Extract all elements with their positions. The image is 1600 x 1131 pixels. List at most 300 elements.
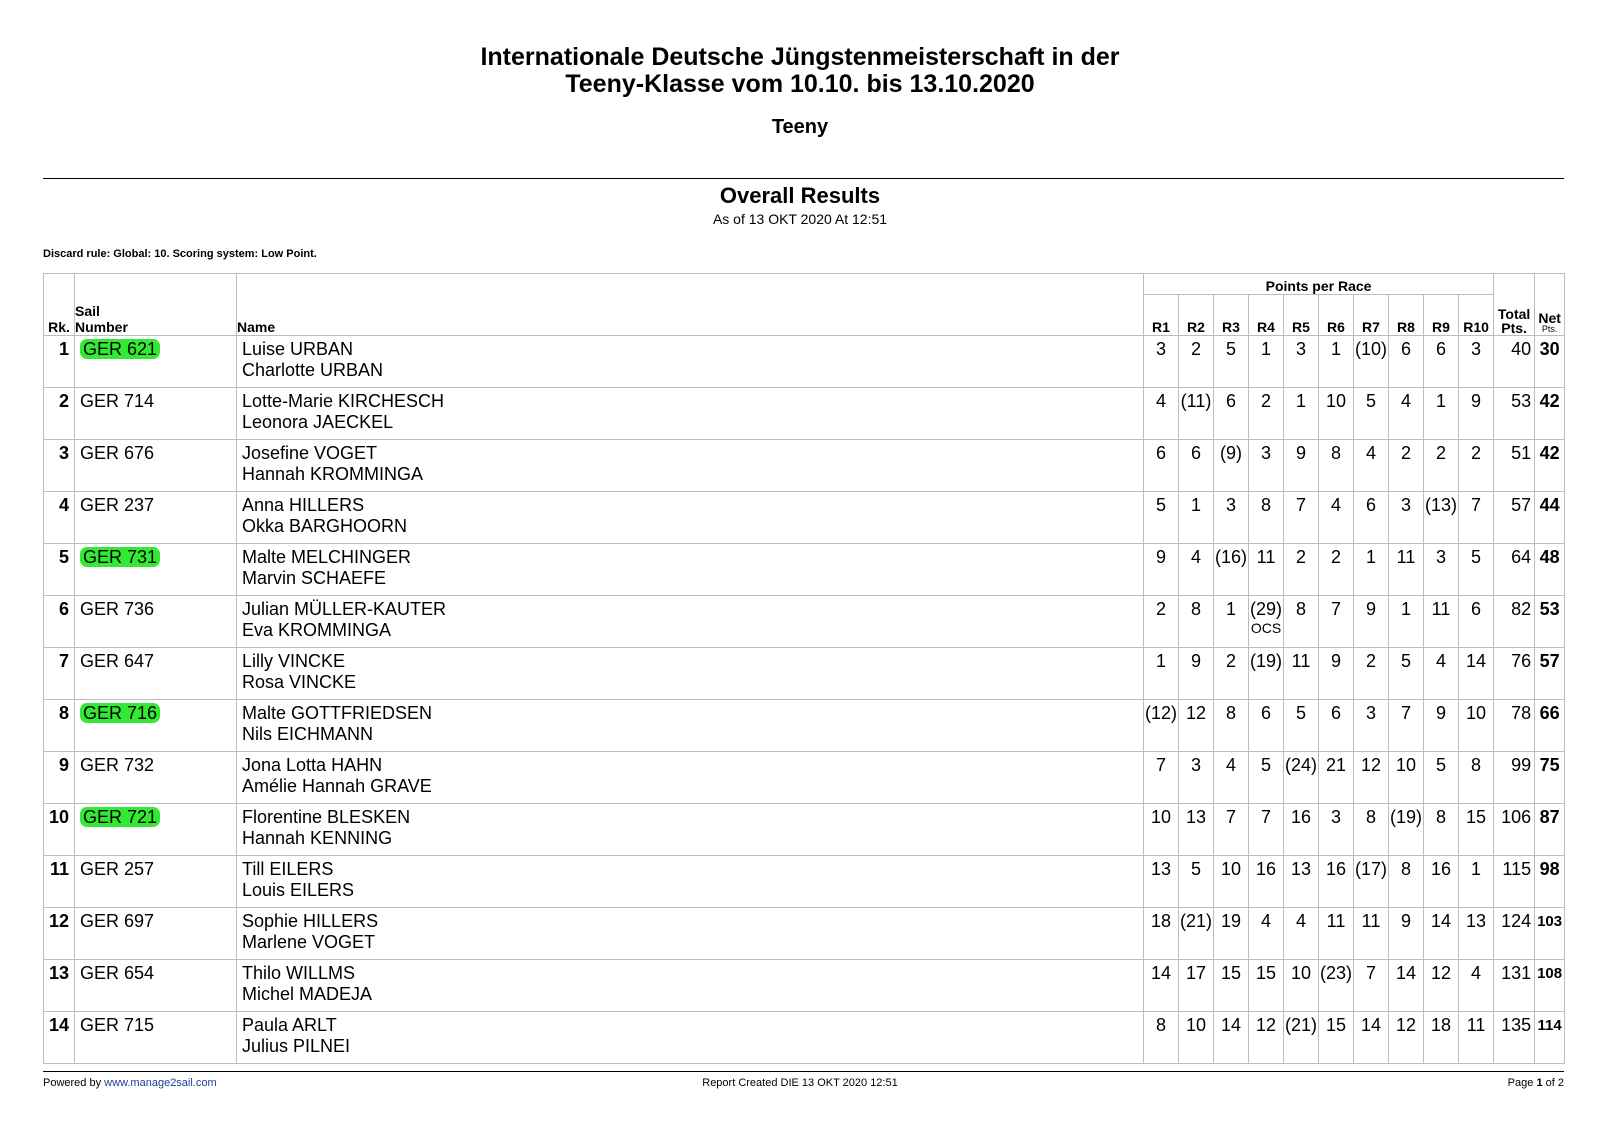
name-header: Name <box>237 274 1144 336</box>
results-table <box>43 273 1565 1064</box>
race-points-cell <box>1424 1012 1459 1064</box>
race-points-cell <box>1249 336 1284 388</box>
race-points: 6 <box>1190 443 1201 463</box>
race-points-cell <box>1389 440 1424 492</box>
race-points-cell <box>1319 544 1354 596</box>
race-points: 7 <box>1471 495 1482 515</box>
race-points-cell <box>1144 752 1179 804</box>
sail-number-cell <box>75 908 237 960</box>
net-points-cell: 48 <box>1535 544 1565 596</box>
crew-names-cell <box>237 336 1144 388</box>
race-header-r7: R7 <box>1354 295 1389 336</box>
race-points: 10 <box>1220 859 1242 879</box>
race-points-cell <box>1319 596 1354 648</box>
race-points-cell <box>1284 596 1319 648</box>
title-line-1: Internationale Deutsche Jüngstenmeisterschaft in der <box>480 43 1120 71</box>
race-points-cell <box>1389 752 1424 804</box>
race-points: 10 <box>1325 391 1347 411</box>
race-points: 4 <box>1190 547 1201 567</box>
race-points-cell <box>1284 700 1319 752</box>
race-points-cell <box>1284 388 1319 440</box>
race-points: 10 <box>1150 807 1172 827</box>
document-title <box>0 44 1600 98</box>
race-points-cell <box>1179 596 1214 648</box>
table-row <box>44 1012 1565 1064</box>
race-points-cell <box>1179 492 1214 544</box>
total-points-cell: 51 <box>1494 440 1535 492</box>
race-points-cell <box>1179 336 1214 388</box>
race-points: 13 <box>1185 807 1207 827</box>
race-points: 4 <box>1330 495 1341 515</box>
total-points-cell: 82 <box>1494 596 1535 648</box>
sail-number-cell <box>75 752 237 804</box>
class-name: Teeny <box>771 116 829 138</box>
crew-name: Julius PILNEI <box>242 1036 351 1056</box>
race-points-cell <box>1144 596 1179 648</box>
race-points-cell <box>1214 336 1249 388</box>
race-points: 21 <box>1325 755 1347 775</box>
race-points: 8 <box>1155 1015 1166 1035</box>
race-points-cell <box>1459 596 1494 648</box>
title-line-2: Teeny-Klasse vom 10.10. bis 13.10.2020 <box>565 70 1035 98</box>
race-points-cell <box>1214 440 1249 492</box>
sail-number-cell <box>75 648 237 700</box>
race-points: (9) <box>1220 443 1242 463</box>
race-points: 5 <box>1365 391 1376 411</box>
race-points: 2 <box>1190 339 1201 359</box>
race-points: 6 <box>1225 391 1236 411</box>
race-points: 3 <box>1155 339 1166 359</box>
race-points: (11) <box>1180 391 1212 411</box>
race-points-cell <box>1144 336 1179 388</box>
race-points: 3 <box>1471 339 1482 359</box>
rank-cell: 7 <box>44 648 75 700</box>
race-points: 11 <box>1256 547 1276 567</box>
race-points-cell <box>1249 1012 1284 1064</box>
race-points: 5 <box>1295 703 1306 723</box>
race-points: (23) <box>1319 963 1352 983</box>
race-points: 11 <box>1291 651 1311 671</box>
race-points: 12 <box>1185 703 1207 723</box>
sail-number: GER 697 <box>80 911 155 931</box>
race-points-cell <box>1389 908 1424 960</box>
race-points-cell <box>1424 336 1459 388</box>
sail-number-cell <box>75 700 237 752</box>
rank-cell: 13 <box>44 960 75 1012</box>
race-header-r3: R3 <box>1214 295 1249 336</box>
race-points-cell <box>1249 440 1284 492</box>
rank-cell: 3 <box>44 440 75 492</box>
sail-number: GER 732 <box>80 755 155 775</box>
race-points: 4 <box>1225 755 1236 775</box>
points-per-race-header: Points per Race <box>1144 274 1494 295</box>
race-points: 11 <box>1431 599 1451 619</box>
net-points-cell: 53 <box>1535 596 1565 648</box>
race-points-cell <box>1319 960 1354 1012</box>
race-points: 4 <box>1295 911 1306 931</box>
race-points: 3 <box>1330 807 1341 827</box>
race-points: 5 <box>1225 339 1236 359</box>
race-points: 8 <box>1365 807 1376 827</box>
race-points-cell <box>1424 440 1459 492</box>
race-points: 10 <box>1395 755 1417 775</box>
crew-names-cell <box>237 752 1144 804</box>
race-points: 6 <box>1471 599 1482 619</box>
race-points: 2 <box>1295 547 1306 567</box>
page-label: Page <box>1507 1077 1534 1089</box>
crew-names-cell <box>237 1012 1144 1064</box>
net-points-header <box>1535 274 1565 336</box>
race-points: 4 <box>1260 911 1271 931</box>
crew-names-cell <box>237 440 1144 492</box>
race-points-cell <box>1284 960 1319 1012</box>
race-points: 4 <box>1155 391 1166 411</box>
race-points-cell <box>1144 544 1179 596</box>
table-row <box>44 544 1565 596</box>
total-header-line-2: Pts. <box>1501 320 1527 336</box>
race-points: 12 <box>1395 1015 1417 1035</box>
race-points: 10 <box>1290 963 1312 983</box>
race-points: 6 <box>1155 443 1166 463</box>
sail-header-line-1: Sail <box>75 303 100 319</box>
race-points-cell <box>1459 1012 1494 1064</box>
total-points-cell: 53 <box>1494 388 1535 440</box>
sail-number-cell <box>75 856 237 908</box>
race-points: 14 <box>1220 1015 1242 1035</box>
race-points: 14 <box>1360 1015 1382 1035</box>
race-points: 12 <box>1360 755 1382 775</box>
race-points-cell <box>1284 908 1319 960</box>
net-points-cell: 30 <box>1535 336 1565 388</box>
total-points-cell: 78 <box>1494 700 1535 752</box>
race-points: 11 <box>1466 1015 1486 1035</box>
race-points-cell <box>1389 1012 1424 1064</box>
net-points-cell: 42 <box>1535 440 1565 492</box>
rank-cell: 10 <box>44 804 75 856</box>
race-points-cell <box>1179 752 1214 804</box>
highlighted-sail-number: GER 721 <box>80 807 160 827</box>
race-header-r10: R10 <box>1459 295 1494 336</box>
race-points-cell <box>1319 648 1354 700</box>
race-points: (21) <box>1179 911 1212 931</box>
race-points-cell <box>1319 492 1354 544</box>
race-points-cell <box>1319 388 1354 440</box>
race-points: 7 <box>1365 963 1376 983</box>
race-points-cell <box>1214 700 1249 752</box>
race-points: 16 <box>1325 859 1347 879</box>
race-points: 13 <box>1290 859 1312 879</box>
race-points: 3 <box>1260 443 1271 463</box>
race-points: 5 <box>1190 859 1201 879</box>
race-points-cell <box>1319 336 1354 388</box>
crew-names-cell <box>237 804 1144 856</box>
sail-number-cell <box>75 492 237 544</box>
race-points-cell <box>1354 960 1389 1012</box>
race-points: 14 <box>1395 963 1417 983</box>
race-points: 8 <box>1435 807 1446 827</box>
net-points-cell: 103 <box>1535 908 1565 960</box>
crew-name: Okka BARGHOORN <box>242 516 408 536</box>
race-points-cell <box>1249 856 1284 908</box>
race-points: 9 <box>1190 651 1201 671</box>
helm-name: Jona Lotta HAHN <box>242 755 383 775</box>
footer-divider <box>43 1071 1564 1072</box>
race-points-cell <box>1284 752 1319 804</box>
race-points: (19) <box>1249 651 1282 671</box>
race-points: 18 <box>1430 1015 1452 1035</box>
helm-name: Florentine BLESKEN <box>242 807 411 827</box>
helm-name: Josefine VOGET <box>242 443 378 463</box>
crew-names-cell <box>237 492 1144 544</box>
rank-cell: 5 <box>44 544 75 596</box>
race-points: 7 <box>1330 599 1341 619</box>
race-points-cell <box>1424 648 1459 700</box>
race-points: 12 <box>1255 1015 1277 1035</box>
table-row <box>44 700 1565 752</box>
total-points-cell: 124 <box>1494 908 1535 960</box>
total-points-cell: 131 <box>1494 960 1535 1012</box>
race-points: 2 <box>1225 651 1236 671</box>
race-points: 1 <box>1435 391 1446 411</box>
total-points-cell: 115 <box>1494 856 1535 908</box>
race-points-cell <box>1319 700 1354 752</box>
race-points-cell <box>1179 804 1214 856</box>
race-points-cell <box>1459 908 1494 960</box>
race-points-cell <box>1319 856 1354 908</box>
penalty-code: OCS <box>1250 620 1282 636</box>
race-points: 8 <box>1295 599 1306 619</box>
race-points: 9 <box>1295 443 1306 463</box>
race-points: 3 <box>1225 495 1236 515</box>
manage2sail-link[interactable]: www.manage2sail.com <box>104 1077 217 1089</box>
page-current: 1 <box>1536 1077 1543 1089</box>
race-points: 2 <box>1471 443 1482 463</box>
total-points-cell: 40 <box>1494 336 1535 388</box>
race-points-cell <box>1424 492 1459 544</box>
sail-number: GER 647 <box>80 651 155 671</box>
race-points: (21) <box>1284 1015 1317 1035</box>
helm-name: Malte MELCHINGER <box>242 547 412 567</box>
race-points-cell <box>1214 388 1249 440</box>
race-points-cell <box>1459 492 1494 544</box>
race-header-r2: R2 <box>1179 295 1214 336</box>
race-points-cell <box>1214 908 1249 960</box>
total-points-cell: 135 <box>1494 1012 1535 1064</box>
race-points: 11 <box>1396 547 1416 567</box>
race-points-cell <box>1389 700 1424 752</box>
total-points-cell: 106 <box>1494 804 1535 856</box>
race-points-cell <box>1354 700 1389 752</box>
crew-name: Louis EILERS <box>242 880 355 900</box>
race-points-cell <box>1214 648 1249 700</box>
rank-cell: 2 <box>44 388 75 440</box>
race-points: (10) <box>1354 339 1387 359</box>
crew-name: Amélie Hannah GRAVE <box>242 776 432 796</box>
header-divider <box>43 178 1564 179</box>
race-points-cell <box>1179 440 1214 492</box>
race-points-cell <box>1354 440 1389 492</box>
race-points-cell <box>1214 752 1249 804</box>
race-points: 3 <box>1365 703 1376 723</box>
sail-number-cell <box>75 596 237 648</box>
race-points-cell <box>1389 388 1424 440</box>
race-points-cell <box>1284 648 1319 700</box>
race-points: 8 <box>1471 755 1482 775</box>
sail-number-cell <box>75 440 237 492</box>
rank-cell: 1 <box>44 336 75 388</box>
race-points-cell <box>1249 492 1284 544</box>
section-title: Overall Results <box>719 183 881 208</box>
race-points-cell <box>1319 908 1354 960</box>
race-points-cell <box>1284 544 1319 596</box>
net-header-line-2: Pts. <box>1541 324 1558 334</box>
race-points: 6 <box>1400 339 1411 359</box>
helm-name: Lotte-Marie KIRCHESCH <box>242 391 445 411</box>
total-points-cell: 57 <box>1494 492 1535 544</box>
net-points-cell: 87 <box>1535 804 1565 856</box>
sail-number: GER 736 <box>80 599 155 619</box>
rank-cell: 9 <box>44 752 75 804</box>
net-points-cell: 98 <box>1535 856 1565 908</box>
race-points: 8 <box>1190 599 1201 619</box>
race-points: 3 <box>1295 339 1306 359</box>
race-points: 10 <box>1466 703 1487 723</box>
race-points: 5 <box>1155 495 1166 515</box>
race-points: 16 <box>1290 807 1312 827</box>
sail-number: GER 257 <box>80 859 155 879</box>
race-points: 1 <box>1400 599 1411 619</box>
rank-cell: 14 <box>44 1012 75 1064</box>
sail-number-cell <box>75 336 237 388</box>
helm-name: Malte GOTTFRIEDSEN <box>242 703 433 723</box>
race-points: 16 <box>1430 859 1452 879</box>
race-points-cell <box>1354 596 1389 648</box>
race-points-cell <box>1249 544 1284 596</box>
race-points: 8 <box>1330 443 1341 463</box>
race-points-cell <box>1249 388 1284 440</box>
race-points: (19) <box>1389 807 1422 827</box>
crew-name: Michel MADEJA <box>242 984 373 1004</box>
rank-cell: 4 <box>44 492 75 544</box>
race-points-cell <box>1179 1012 1214 1064</box>
crew-name: Marlene VOGET <box>242 932 376 952</box>
race-points: (29) <box>1249 599 1282 619</box>
race-points: 4 <box>1435 651 1446 671</box>
race-points: 11 <box>1326 911 1346 931</box>
race-points: 8 <box>1400 859 1411 879</box>
race-points-cell <box>1144 960 1179 1012</box>
race-points-cell <box>1319 440 1354 492</box>
race-points-cell <box>1424 596 1459 648</box>
race-points: 2 <box>1400 443 1411 463</box>
race-points-cell <box>1214 596 1249 648</box>
sail-number-cell <box>75 544 237 596</box>
race-points-cell <box>1354 752 1389 804</box>
table-row <box>44 492 1565 544</box>
crew-names-cell <box>237 388 1144 440</box>
race-points-cell <box>1459 752 1494 804</box>
page-indicator <box>1508 1077 1564 1089</box>
crew-name: Rosa VINCKE <box>242 672 357 692</box>
race-points: (13) <box>1424 495 1457 515</box>
race-points-cell <box>1459 336 1494 388</box>
race-points: 12 <box>1430 963 1452 983</box>
helm-name: Thilo WILLMS <box>242 963 356 983</box>
race-points: 2 <box>1155 599 1166 619</box>
race-points-cell <box>1249 700 1284 752</box>
race-points: (12) <box>1144 703 1177 723</box>
race-points: 15 <box>1255 963 1277 983</box>
race-header-r4: R4 <box>1249 295 1284 336</box>
race-points: 7 <box>1225 807 1236 827</box>
crew-name: Hannah KENNING <box>242 828 393 848</box>
race-points: 14 <box>1150 963 1172 983</box>
total-points-header <box>1494 274 1535 336</box>
race-points-cell <box>1179 856 1214 908</box>
net-header-line-1: Net <box>1538 310 1561 326</box>
race-points: 15 <box>1466 807 1487 827</box>
race-points: 13 <box>1150 859 1172 879</box>
race-points-cell <box>1319 1012 1354 1064</box>
race-points-cell <box>1179 388 1214 440</box>
race-points-cell <box>1144 388 1179 440</box>
crew-name: Charlotte URBAN <box>242 360 384 380</box>
crew-names-cell <box>237 960 1144 1012</box>
race-points-cell <box>1319 804 1354 856</box>
race-points-cell <box>1144 1012 1179 1064</box>
race-points-cell <box>1284 1012 1319 1064</box>
race-points: 14 <box>1466 651 1487 671</box>
race-points-cell <box>1214 1012 1249 1064</box>
crew-name: Nils EICHMANN <box>242 724 374 744</box>
race-points: 18 <box>1150 911 1172 931</box>
crew-names-cell <box>237 648 1144 700</box>
total-points-cell: 64 <box>1494 544 1535 596</box>
sail-number-cell <box>75 388 237 440</box>
net-points-cell: 114 <box>1535 1012 1565 1064</box>
crew-name: Hannah KROMMINGA <box>242 464 424 484</box>
crew-name: Marvin SCHAEFE <box>242 568 387 588</box>
race-points: 9 <box>1471 391 1482 411</box>
race-points-cell <box>1179 908 1214 960</box>
report-created: Report Created DIE 13 OKT 2020 12:51 <box>702 1077 898 1089</box>
race-points-cell <box>1424 960 1459 1012</box>
race-points-cell <box>1424 908 1459 960</box>
race-points: 7 <box>1260 807 1271 827</box>
race-points-cell <box>1389 804 1424 856</box>
race-points-cell <box>1144 856 1179 908</box>
race-points: 8 <box>1260 495 1271 515</box>
helm-name: Till EILERS <box>242 859 334 879</box>
race-points-cell <box>1389 960 1424 1012</box>
race-points-cell <box>1249 752 1284 804</box>
race-points: 3 <box>1435 547 1446 567</box>
highlighted-sail-number: GER 731 <box>80 547 160 567</box>
helm-name: Lilly VINCKE <box>242 651 346 671</box>
as-of-timestamp: As of 13 OKT 2020 At 12:51 <box>712 211 888 227</box>
race-points: 17 <box>1185 963 1207 983</box>
table-row <box>44 648 1565 700</box>
total-points-cell: 99 <box>1494 752 1535 804</box>
race-points-cell <box>1179 960 1214 1012</box>
race-points: 13 <box>1466 911 1487 931</box>
sail-number-header <box>75 274 237 336</box>
helm-name: Julian MÜLLER-KAUTER <box>242 599 447 619</box>
race-points: 9 <box>1155 547 1166 567</box>
table-row <box>44 388 1565 440</box>
race-points: 3 <box>1190 755 1201 775</box>
race-points: 10 <box>1185 1015 1207 1035</box>
